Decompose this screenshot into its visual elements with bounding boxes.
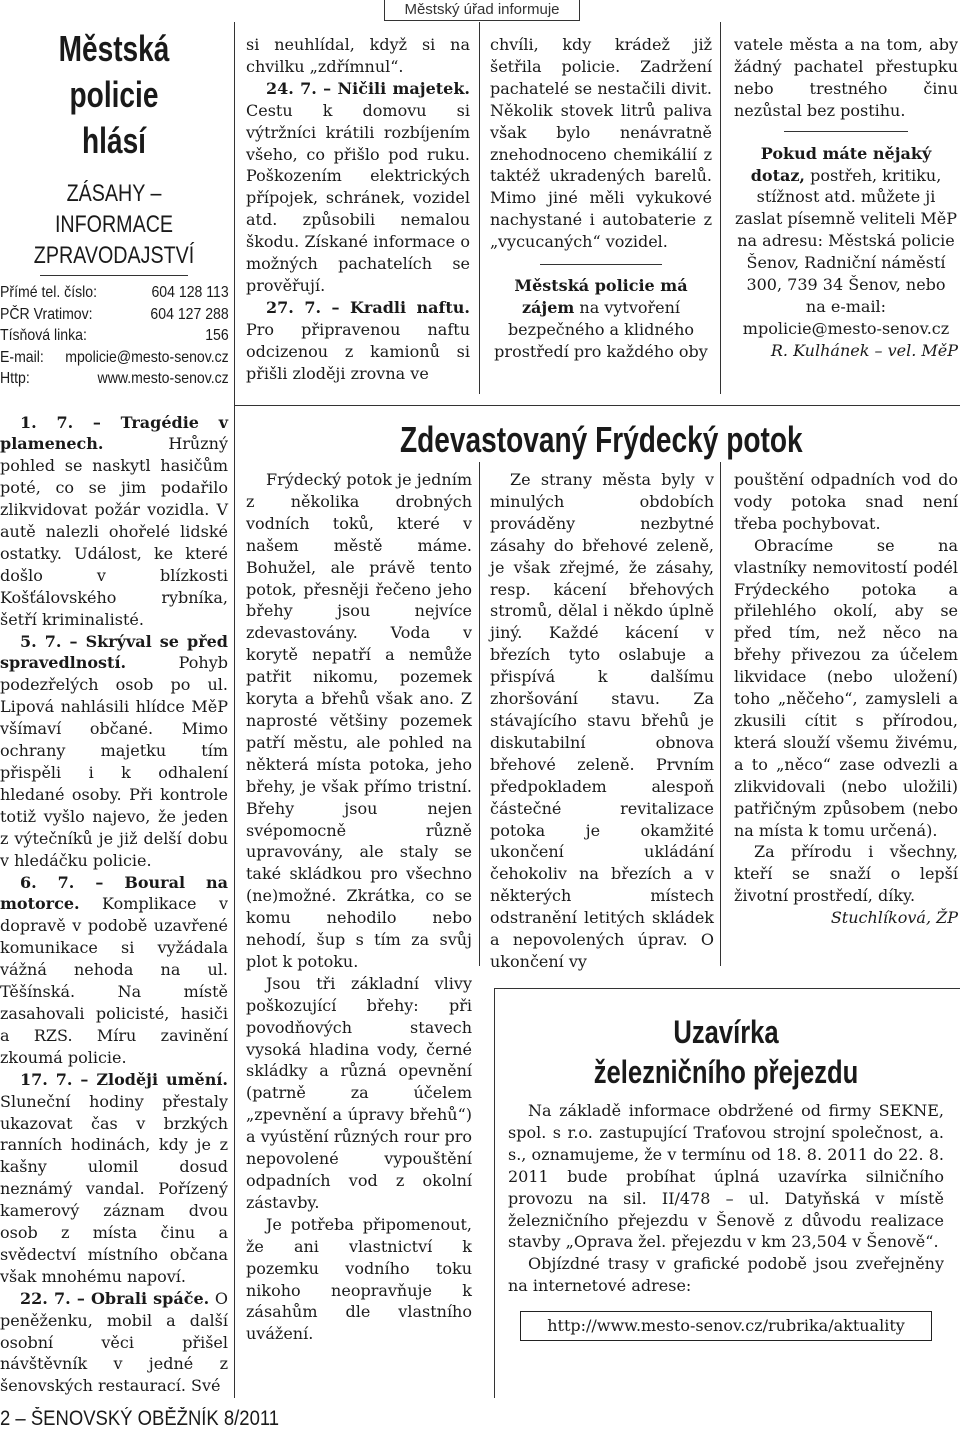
report-text: Pro připravenou naftu odcizenou z kamionů si přišli zloději zrovna ve bbox=[246, 319, 470, 383]
contact-paragraph bbox=[734, 143, 958, 340]
contact-value: 156 bbox=[205, 327, 229, 344]
report-heading: 27. 7. – Kradli naftu. bbox=[266, 297, 470, 317]
paragraph: Objízdné trasy v grafické podobě jsou zveřejněny na internetové adrese: bbox=[508, 1254, 944, 1296]
contact-row bbox=[0, 368, 229, 390]
paragraph: Na základě informace obdržené od firmy SEKNE, spol. s r.o. zastupující Traťovou strojní společnost, a. s., oznamujeme, že v termínu od 18. 8. 2011 do 22. 8. 2011 bude probíhat úplná uzavírka silničního provozu na sil. II/478 – ul. Datyňská v místě železničního přejezdu v Šenově z důvodu realizace stavby „Oprava žel. přejezdu v km 23,504 v Šenově“. bbox=[508, 1101, 944, 1252]
closure-title-line1: Uzavírka bbox=[673, 1014, 779, 1050]
report-text: Sluneční hodiny přestaly ukazovat čas v brzkých ranních hodinách, kdy je z kašny ulomil dosud neznámý vandal. Pořízený kamerový záznam dvou osob z místa činu a svědectví místního občana však mnohému napoví. bbox=[0, 1091, 228, 1286]
report-text: Cestu k domovu si výtržníci krátili rozbíjením všeho, co přišlo pod ruku. Poškozením elektrických přípojek, schránek, vozidel atd. způsobili nemalou škodu. Získané informace o možných pachatelích se prověřují. bbox=[246, 100, 470, 295]
report-heading: 6. 7. – Boural na motorce. bbox=[0, 872, 228, 914]
section-rule bbox=[234, 405, 960, 406]
closure-title-line2: železničního přejezdu bbox=[593, 1054, 859, 1090]
police-report bbox=[246, 34, 470, 78]
article-title: Zdevastovaný Frýdecký potok bbox=[400, 419, 803, 460]
paragraph: Za přírodu i všechny, kteří se snaží o lepší životní prostředí, díky. bbox=[734, 842, 958, 906]
closure-title bbox=[552, 1012, 901, 1092]
police-report bbox=[0, 872, 228, 1069]
creek-column-1 bbox=[246, 469, 472, 1345]
police-report bbox=[0, 412, 228, 631]
report-heading: 24. 7. – Ničili majetek. bbox=[266, 78, 470, 98]
police-subtitle bbox=[21, 178, 208, 271]
creek-column-2 bbox=[490, 469, 714, 973]
report-heading: 17. 7. – Zloději umění. bbox=[20, 1069, 228, 1089]
paragraph: pouštění odpadních vod do vody potoka snad není třeba pochybovat. bbox=[734, 470, 958, 533]
police-column-1 bbox=[0, 26, 228, 1397]
police-report bbox=[246, 78, 470, 297]
report-text: si neuhlídal, když si na chvilku „zdřímnul“. bbox=[246, 35, 470, 76]
paragraph: vatele města a na tom, aby žádný pachatel přestupku nebo trestného činu nezůstal bez postihu. bbox=[734, 35, 958, 120]
contact-value[interactable]: www.mesto-senov.cz bbox=[97, 370, 229, 387]
contact-label: Http: bbox=[0, 370, 30, 387]
column-rule bbox=[234, 22, 235, 1398]
police-report bbox=[0, 1288, 228, 1398]
divider bbox=[540, 264, 662, 265]
report-heading: 5. 7. – Skrýval se před spravedlností. bbox=[0, 631, 228, 673]
closure-notice bbox=[508, 1012, 944, 1341]
police-report bbox=[246, 297, 470, 385]
police-column-2 bbox=[246, 34, 470, 385]
column-rule bbox=[479, 22, 480, 394]
page-footer: 2 – ŠENOVSKÝ OBĚŽNÍK 8/2011 bbox=[0, 1407, 280, 1430]
police-title bbox=[25, 26, 203, 164]
paragraph: Frýdecký potok je jedním z několika drobných vodních toků, které v našem městě máme. Bohužel, ale právě tento potok, přesněji řečeno jeho břehy jsou nejvíce zdevastovány. Voda v korytě nepatří a nemůže patřit nikomu, pozemek koryta a břehů však ano. Z naprosté většiny pozemek patří městu, ale pohled na některá místa potoka, jeho břehy, je však přímo tristní. Břehy jsou nejen svépomocně různě upravovány, ale staly se také skládkou pro všechno (ne)možné. Zkrátka, co se komu nehodilo nebo nehodí, šup s tím za svůj plot k potoku. bbox=[246, 470, 472, 971]
contact-row bbox=[0, 347, 229, 369]
police-report bbox=[0, 631, 228, 872]
creek-column-3 bbox=[734, 469, 958, 929]
box-rule-top bbox=[494, 988, 960, 989]
divider bbox=[784, 131, 908, 132]
signature: R. Kulhánek – vel. MěP bbox=[770, 340, 958, 360]
police-subtitle-line1: ZÁSAHY – INFORMACE bbox=[54, 180, 174, 238]
paragraph: chvíli, kdy krádež již šetřila policie. Zadržení pachatelé se nestačili divit. Několik stovek litrů paliva však bylo nenávratně znehodnoceno chemikálií z taktéž ukradených barelů. Mimo jiné měli vykukové nachystané i autobaterie z „vycucaných“ vozidel. bbox=[490, 35, 712, 252]
police-subtitle-line2: ZPRAVODAJSTVÍ bbox=[33, 242, 195, 269]
closure-url-link[interactable]: http://www.mesto-senov.cz/rubrika/aktuality bbox=[520, 1311, 932, 1341]
contact-label: PČR Vratimov: bbox=[0, 305, 93, 323]
interest-bold: Městská policie má zájem bbox=[514, 276, 688, 317]
contact-row bbox=[0, 282, 229, 304]
column-rule bbox=[479, 462, 480, 966]
contact-value: 604 128 113 bbox=[151, 284, 229, 301]
contact-list bbox=[0, 282, 228, 390]
police-title-line1: Městská policie bbox=[58, 28, 170, 115]
interest-text: na vytvoření bezpečného a klidného prostředí pro každého oby bbox=[494, 297, 708, 361]
contact-label: Přímé tel. číslo: bbox=[0, 284, 98, 301]
police-title-line2: hlásí bbox=[81, 120, 146, 161]
divider bbox=[40, 275, 188, 276]
report-text: Hrůzný pohled se naskytl hasičům poté, co se jim podařilo zlikvidovat požár vozidla. V autě nalezli ohořelé lidské ostatky. Událost, ke které došlo v blízkosti Košťálovského rybníka, šetří kriminalisté. bbox=[0, 434, 228, 629]
question-bold: Pokud máte nějaký dotaz, bbox=[750, 143, 932, 185]
contact-row bbox=[0, 304, 229, 326]
police-column-4 bbox=[734, 34, 958, 362]
signature: Stuchlíková, ŽP bbox=[830, 908, 958, 928]
contact-value[interactable]: mpolicie@mesto-senov.cz bbox=[65, 348, 229, 366]
paragraph: Ze strany města byly v minulých obdobích prováděny nezbytné zásahy do břehové zeleně, je však zřejmé, že zásahy, resp. kácení břehových stromů, dělal i někdo úplně jiný. Každé kácení v březích tyto oslabuje a přispívá k dalšímu zhoršování stavu. Za stávajícího stavu břehů je diskutabilní obnova břehové zeleně. Prvním předpokladem alespoň částečné revitalizace potoka je okamžité ukončení ukládání čehokoliv na březích a v některých místech odstranění letitých skládek a nepovolených úprav. O ukončení vy bbox=[490, 470, 714, 971]
contact-value: 604 127 288 bbox=[150, 305, 229, 323]
report-heading: 22. 7. – Obrali spáče. bbox=[20, 1288, 210, 1308]
report-text: O peněženku, mobil a další osobní věci přišel návštěvník v jedné z šenovských restaurací. Své bbox=[0, 1288, 229, 1396]
police-reports bbox=[0, 412, 228, 1398]
contact-label: Tísňová linka: bbox=[0, 327, 87, 344]
running-head: Městský úřad informuje bbox=[384, 0, 580, 21]
contact-row bbox=[0, 325, 229, 347]
interest-paragraph bbox=[490, 275, 712, 363]
paragraph: Je potřeba připomenout, že ani vlastnictví k pozemku vodního toku nikoho neopravňuje k zásahům dle vlastního uvážení. bbox=[246, 1214, 472, 1344]
contact-label: E-mail: bbox=[0, 348, 44, 366]
question-text: postřeh, kritiku, stížnost atd. můžete ji zaslat písemně veliteli MěP na adresu: Městská policie Šenov, Radniční náměstí 300, 739 34 Šenov, nebo na e-mail: mpolicie@mesto-senov.cz bbox=[735, 165, 957, 338]
column-rule bbox=[720, 22, 721, 394]
report-text: Pohyb podezřelých osob po ul. Lipová nahlásili hlídce MěP všímaví občané. Mimo ochrany majetku tím přispěli i k odhalení hledané osoby. Při kontrole totiž vyšlo najevo, že jeden z výtečníků je již delší dobu v hledáčku policie. bbox=[0, 653, 228, 870]
box-rule-left bbox=[494, 988, 495, 1398]
column-rule bbox=[720, 462, 721, 966]
police-column-3 bbox=[490, 34, 712, 363]
police-report bbox=[0, 1069, 228, 1288]
paragraph: Obracíme se na vlastníky nemovitostí podél Frýdeckého potoka a přilehlého okolí, aby se před tím, než něco na břehy přivezou za účelem likvidace (nebo uložení) toho „něčeho“, zamysleli a zkusili cítit s přírodou, která slouží všemu živému, a to „něco“ zase odvezli a zlikvidovali (nebo uložili) patřičným způsobem (nebo na místa k tomu určená). bbox=[734, 535, 958, 840]
report-text: Komplikace v dopravě v podobě uzavřené komunikace si vyžádala vážná nehoda na ul. Těšínská. Na místě zasahovali policisté, hasiči a RZS. Míru zavinění zkoumá policie. bbox=[0, 894, 228, 1067]
report-heading: 1. 7. – Tragédie v plamenech. bbox=[0, 412, 228, 454]
paragraph: Jsou tři základní vlivy poškozující břehy: při povodňových stavech vysoká hladina vody, černé skládky a různá opevnění (patrně za účelem „zpevnění a úpravy břehů“) a vyústění různých rour pro nepovolené vypouštění odpadních vod z okolní zástavby. bbox=[246, 973, 472, 1212]
